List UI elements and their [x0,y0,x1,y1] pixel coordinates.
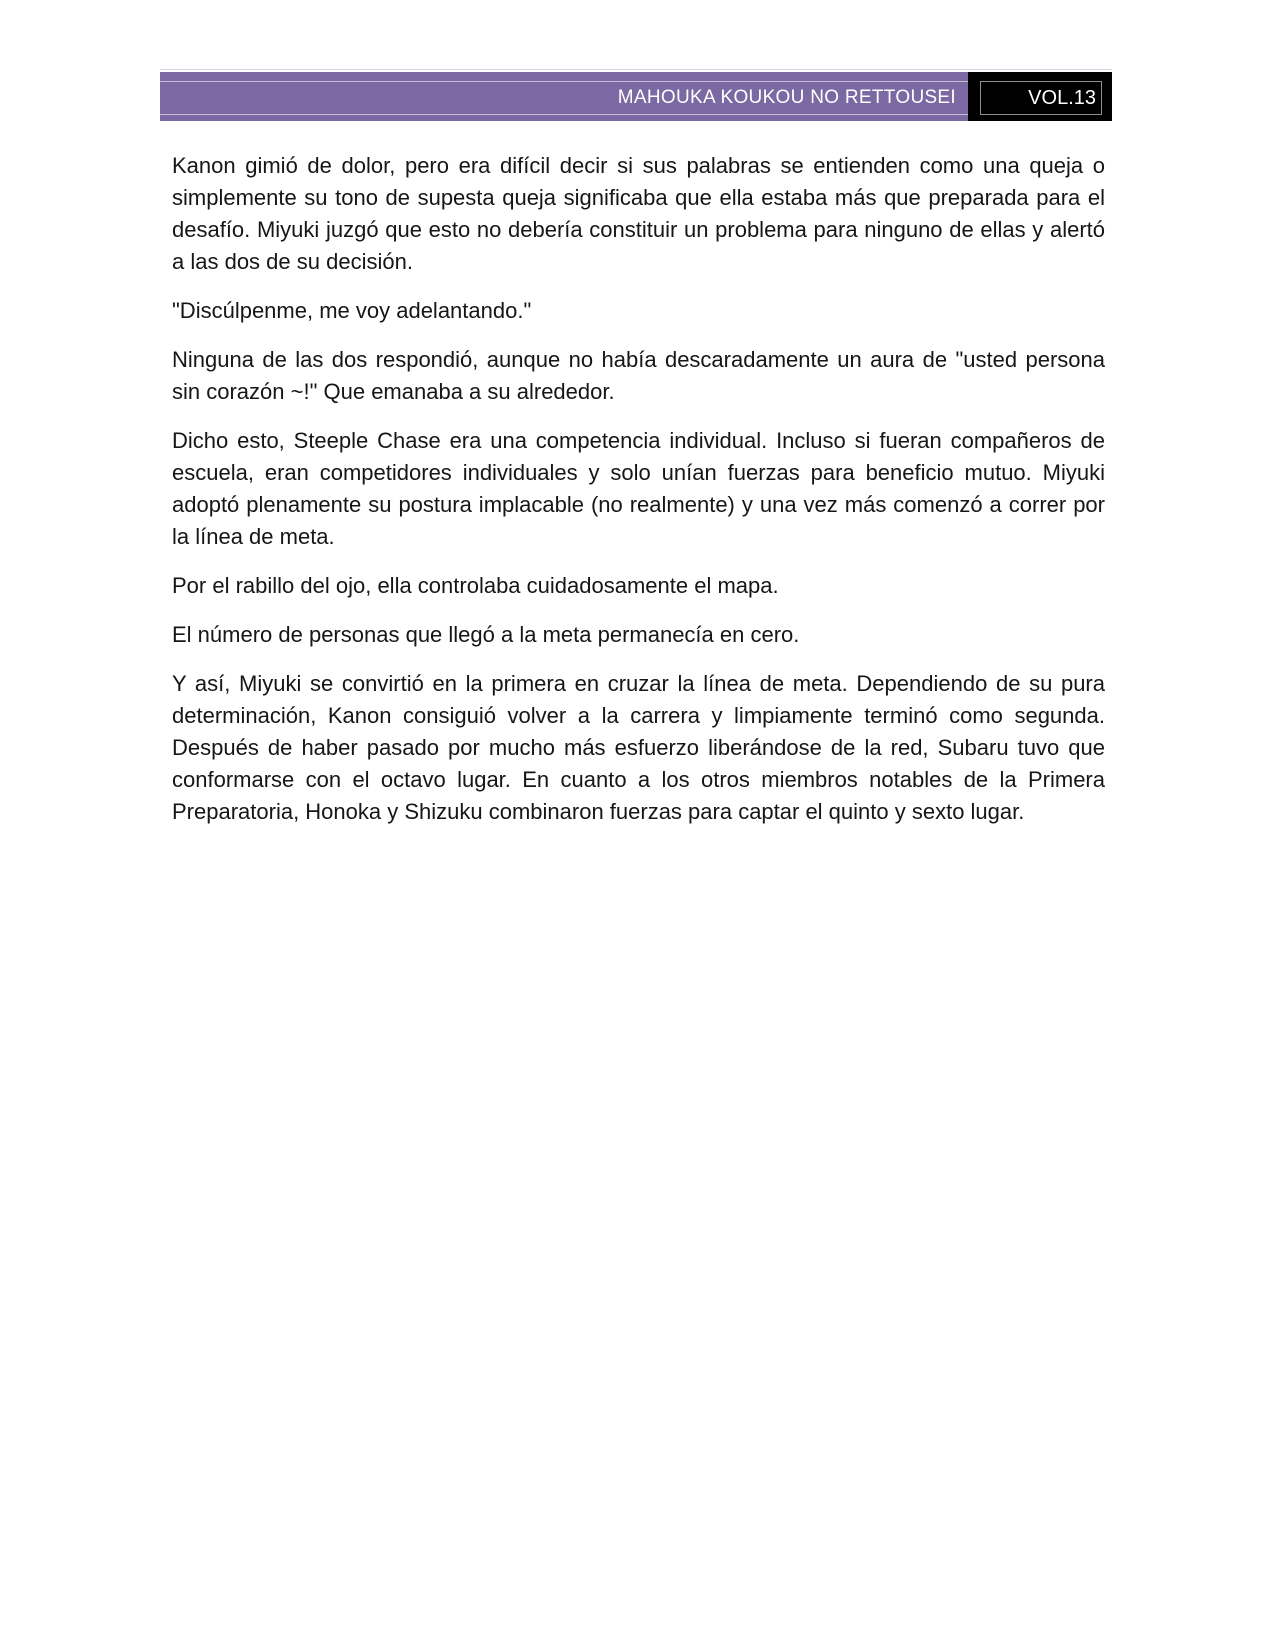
header-top-hairline [160,69,1112,70]
book-title: MAHOUKA KOUKOU NO RETTOUSEI [617,87,956,108]
paragraph: Ninguna de las dos respondió, aunque no había descaradamente un aura de "usted persona sin corazón ~!" Que emanaba a su alrededor. [172,347,1105,404]
paragraph: El número de personas que llegó a la meta permanecía en cero. [172,622,800,647]
header-title-bar [160,72,968,121]
paragraph: Y así, Miyuki se convirtió en la primera en cruzar la línea de meta. Dependiendo de su pura determinación, Kanon consiguió volver a la carrera y limpiamente terminó como segunda. Después de haber pasado por mucho más esfuerzo liberándose de la red, Subaru tuvo que conformarse con el octavo lugar. En cuanto a los otros miembros notables de la Primera Preparatoria, Honoka y Shizuku combinaron fuerzas para captar el quinto y sexto lugar. [172,671,1105,824]
paragraph: "Discúlpenme, me voy adelantando." [172,298,532,323]
volume-badge [968,72,1112,121]
paragraph: Por el rabillo del ojo, ella controlaba cuidadosamente el mapa. [172,573,779,598]
body-text [172,150,1105,845]
paragraph: Kanon gimió de dolor, pero era difícil decir si sus palabras se entienden como una queja o simplemente su tono de supesta queja significaba que ella estaba más que preparada para el desafío. Miyuki juzgó que esto no debería constituir un problema para ninguno de ellas y alertó a las dos de su decisión. [172,153,1105,274]
paragraph: Dicho esto, Steeple Chase era una competencia individual. Incluso si fueran compañeros de escuela, eran competidores individuales y solo unían fuerzas para beneficio mutuo. Miyuki adoptó plenamente su postura implacable (no realmente) y una vez más comenzó a correr por la línea de meta. [172,428,1105,549]
header-band [160,72,1112,121]
volume-label: VOL.13 [1028,86,1096,109]
header-title-inner [160,81,968,115]
volume-badge-inner [980,81,1102,115]
